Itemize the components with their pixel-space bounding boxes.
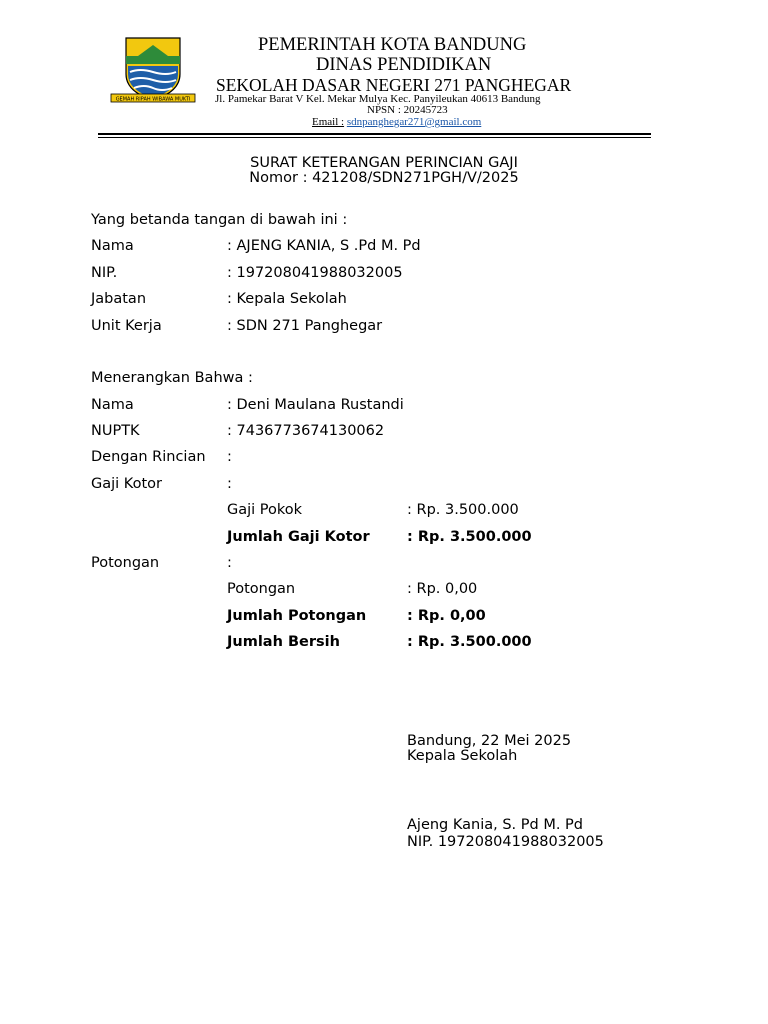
kop-line-1: PEMERINTAH KOTA BANDUNG <box>258 35 527 55</box>
jumlah-potongan-value: : Rp. 0,00 <box>407 608 486 624</box>
signer-nip-value: : 197208041988032005 <box>227 265 403 281</box>
kop-line-2: DINAS PENDIDIKAN <box>316 55 492 75</box>
signer-jabatan-value: : Kepala Sekolah <box>227 291 347 307</box>
signer-name-label: Nama <box>91 238 134 254</box>
subject-nuptk-value: : 7436773674130062 <box>227 423 385 439</box>
kop-npsn: NPSN : 20245723 <box>367 104 448 116</box>
menerangkan-heading: Menerangkan Bahwa : <box>91 370 253 386</box>
email-label: Email : <box>312 116 345 128</box>
gaji-kotor-label: Gaji Kotor <box>91 476 162 492</box>
jumlah-bersih-value: : Rp. 3.500.000 <box>407 634 532 650</box>
signature-place-date: Bandung, 22 Mei 2025 <box>407 733 572 749</box>
email-link[interactable]: sdnpanghegar271@gmail.com <box>346 116 482 128</box>
potongan-item-label: Potongan <box>227 581 296 597</box>
signer-nip-label: NIP. <box>91 265 118 281</box>
signer-name-value: : AJENG KANIA, S .Pd M. Pd <box>227 238 421 254</box>
signature-name: Ajeng Kania, S. Pd M. Pd <box>407 817 583 833</box>
subject-name-value: : Deni Maulana Rustandi <box>227 397 404 413</box>
potongan-label: Potongan <box>91 555 160 571</box>
jumlah-gaji-kotor-value: : Rp. 3.500.000 <box>407 529 532 545</box>
letterhead-rule-thick <box>98 133 651 135</box>
svg-text:GEMAH RIPAH WIBAWA MUKTI: GEMAH RIPAH WIBAWA MUKTI <box>115 96 191 103</box>
bandung-city-emblem <box>108 36 198 106</box>
jumlah-gaji-kotor-label: Jumlah Gaji Kotor <box>227 529 370 545</box>
jumlah-bersih-label: Jumlah Bersih <box>227 634 340 650</box>
signature-position: Kepala Sekolah <box>407 748 518 764</box>
subject-nuptk-label: NUPTK <box>91 423 140 439</box>
gaji-pokok-label: Gaji Pokok <box>227 502 303 518</box>
letterhead-rule-thin <box>98 137 651 138</box>
kop-line-3: SEKOLAH DASAR NEGERI 271 PANGHEGAR <box>216 75 572 95</box>
jumlah-potongan-label: Jumlah Potongan <box>227 608 367 624</box>
signer-unit-label: Unit Kerja <box>91 318 162 334</box>
gaji-kotor-colon: : <box>227 476 232 492</box>
signer-intro: Yang betanda tangan di bawah ini : <box>91 212 348 228</box>
rincian-colon: : <box>227 449 232 465</box>
signature-nip: NIP. 197208041988032005 <box>407 834 604 850</box>
rincian-label: Dengan Rincian <box>91 449 206 465</box>
kop-address: Jl. Pamekar Barat V Kel. Mekar Mulya Kec. Panyileukan 40613 Bandung <box>215 93 541 105</box>
signer-unit-value: : SDN 271 Panghegar <box>227 318 383 334</box>
kop-email <box>312 116 481 128</box>
signer-jabatan-label: Jabatan <box>91 291 147 307</box>
subject-name-label: Nama <box>91 397 134 413</box>
document-number: Nomor : 421208/SDN271PGH/V/2025 <box>249 170 519 186</box>
document-title: SURAT KETERANGAN PERINCIAN GAJI <box>250 155 518 171</box>
gaji-pokok-value: : Rp. 3.500.000 <box>407 502 519 518</box>
potongan-item-value: : Rp. 0,00 <box>407 581 478 597</box>
potongan-colon: : <box>227 555 232 571</box>
